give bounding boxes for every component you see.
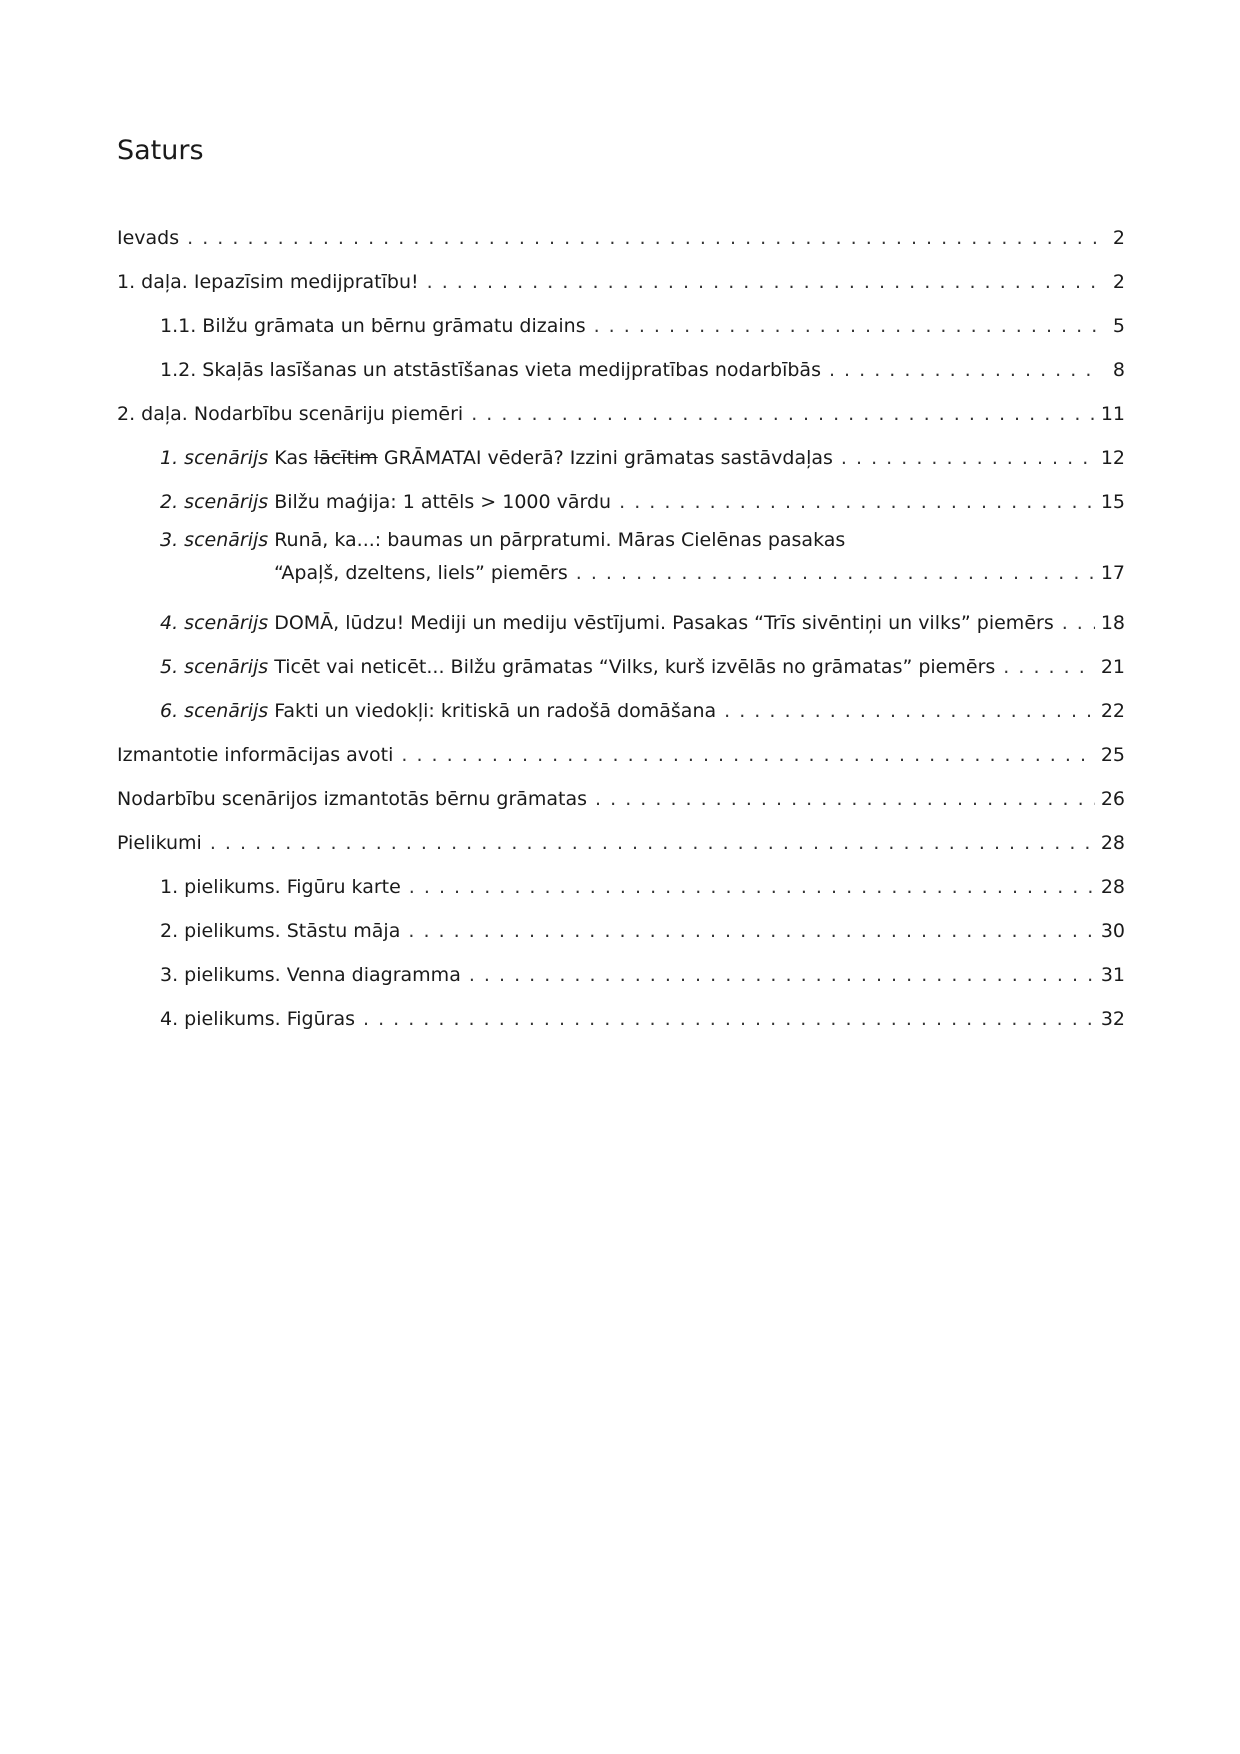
dot-leader (1062, 601, 1095, 645)
dot-leader (210, 821, 1095, 865)
toc-page-number: 11 (1100, 403, 1125, 425)
toc-page-number: 2 (1112, 271, 1125, 293)
toc-entry-part-1[interactable] (117, 260, 1125, 304)
toc-page-number: 2 (1112, 227, 1125, 249)
dot-leader (841, 436, 1095, 480)
toc-page-number: 25 (1100, 744, 1125, 766)
toc-entry-appendix-1[interactable] (117, 865, 1125, 909)
dot-leader (594, 304, 1097, 348)
toc-entry-childrens-books[interactable] (117, 777, 1125, 821)
toc-page-number: 32 (1100, 1008, 1125, 1030)
toc-entry-appendices[interactable] (117, 821, 1125, 865)
toc-page-number: 28 (1100, 832, 1125, 854)
toc-entry-title: 1.2. Skaļās lasīšanas un atstāstīšanas vieta medijpratības nodarbībās (160, 359, 821, 381)
toc-page-number: 26 (1100, 788, 1125, 810)
toc-entry-scenario-2[interactable] (117, 480, 1125, 524)
toc-page-number: 15 (1100, 491, 1125, 513)
title-part: Runā, ka...: baumas un pārpratumi. Māras Cielēnas pasakas (274, 529, 846, 551)
toc-entry-scenario-4[interactable] (117, 601, 1125, 645)
table-of-contents (117, 216, 1125, 1041)
dot-leader (576, 557, 1095, 590)
toc-entry-title: 1. pielikums. Figūru karte (160, 876, 401, 898)
toc-entry-sources[interactable] (117, 733, 1125, 777)
scenario-label: 6. scenārijs (160, 700, 269, 722)
scenario-label: 3. scenārijs (160, 529, 269, 551)
page-title: Saturs (117, 135, 204, 166)
dot-leader (427, 260, 1097, 304)
struck-word: lācītim (313, 447, 378, 469)
toc-entry-1-2[interactable] (117, 348, 1125, 392)
title-part: Bilžu maģija: 1 attēls > 1000 vārdu (274, 491, 612, 513)
toc-entry-title: 1. daļa. Iepazīsim medijpratību! (117, 271, 419, 293)
toc-entry-scenario-3[interactable] (117, 524, 1125, 557)
toc-entry-title (160, 436, 833, 480)
toc-entry-title (160, 480, 611, 524)
toc-entry-title: Ievads (117, 227, 180, 249)
toc-page-number: 21 (1100, 656, 1125, 678)
scenario-label: 1. scenārijs (160, 447, 269, 469)
toc-entry-title (160, 524, 845, 557)
toc-entry-appendix-3[interactable] (117, 953, 1125, 997)
title-part: Ticēt vai neticēt... Bilžu grāmatas “Vilks, kurš izvēlās no grāmatas” piemērs (274, 656, 996, 678)
dot-leader (409, 865, 1095, 909)
toc-page-number: 8 (1112, 359, 1125, 381)
dot-leader (469, 953, 1095, 997)
dot-leader (595, 777, 1095, 821)
toc-entry-appendix-4[interactable] (117, 997, 1125, 1041)
toc-page-number: 28 (1100, 876, 1125, 898)
toc-entry-title: 2. daļa. Nodarbību scenāriju piemēri (117, 403, 464, 425)
scenario-label: 4. scenārijs (160, 612, 269, 634)
title-part: Kas (274, 447, 308, 469)
dot-leader (471, 392, 1095, 436)
toc-entry-title (160, 645, 995, 689)
toc-page-number: 17 (1100, 562, 1125, 584)
toc-entry-title: Pielikumi (117, 832, 202, 854)
dot-leader (724, 689, 1095, 733)
dot-leader (401, 733, 1094, 777)
toc-entry-title: 1.1. Bilžu grāmata un bērnu grāmatu dizains (160, 315, 586, 337)
toc-entry-title: 2. pielikums. Stāstu māja (160, 920, 401, 942)
toc-entry-scenario-6[interactable] (117, 689, 1125, 733)
toc-page-number: 30 (1100, 920, 1125, 942)
toc-entry-1-1[interactable] (117, 304, 1125, 348)
toc-entry-title: 3. pielikums. Venna diagramma (160, 964, 461, 986)
toc-page-number: 22 (1100, 700, 1125, 722)
title-part: GRĀMATAI vēderā? Izzini grāmatas sastāvdaļas (383, 447, 833, 469)
dot-leader (363, 997, 1095, 1041)
dot-leader (1003, 645, 1095, 689)
toc-page-number: 18 (1100, 612, 1125, 634)
toc-entry-appendix-2[interactable] (117, 909, 1125, 953)
toc-entry-title: Izmantotie informācijas avoti (117, 744, 394, 766)
toc-entry-scenario-1[interactable] (117, 436, 1125, 480)
title-part: Fakti un viedokļi: kritiskā un radošā domāšana (274, 700, 717, 722)
dot-leader (829, 348, 1097, 392)
toc-entry-title (160, 689, 716, 733)
toc-entry-scenario-5[interactable] (117, 645, 1125, 689)
title-part: DOMĀ, lūdzu! Mediji un mediju vēstījumi. Pasakas “Trīs sivēntiņi un vilks” piemērs (274, 612, 1054, 634)
toc-page-number: 31 (1100, 964, 1125, 986)
dot-leader (619, 480, 1095, 524)
toc-entry-title (160, 601, 1054, 645)
toc-entry-title: 4. pielikums. Figūras (160, 1008, 355, 1030)
toc-entry-ievads[interactable] (117, 216, 1125, 260)
dot-leader (187, 216, 1097, 260)
toc-entry-scenario-3-continued[interactable] (117, 557, 1125, 590)
toc-entry-title-continued: “Apaļš, dzeltens, liels” piemērs (274, 562, 568, 584)
toc-entry-title: Nodarbību scenārijos izmantotās bērnu grāmatas (117, 788, 588, 810)
toc-entry-part-2[interactable] (117, 392, 1125, 436)
toc-page-number: 12 (1100, 447, 1125, 469)
toc-page-number: 5 (1112, 315, 1125, 337)
dot-leader (408, 909, 1094, 953)
scenario-label: 5. scenārijs (160, 656, 269, 678)
scenario-label: 2. scenārijs (160, 491, 269, 513)
